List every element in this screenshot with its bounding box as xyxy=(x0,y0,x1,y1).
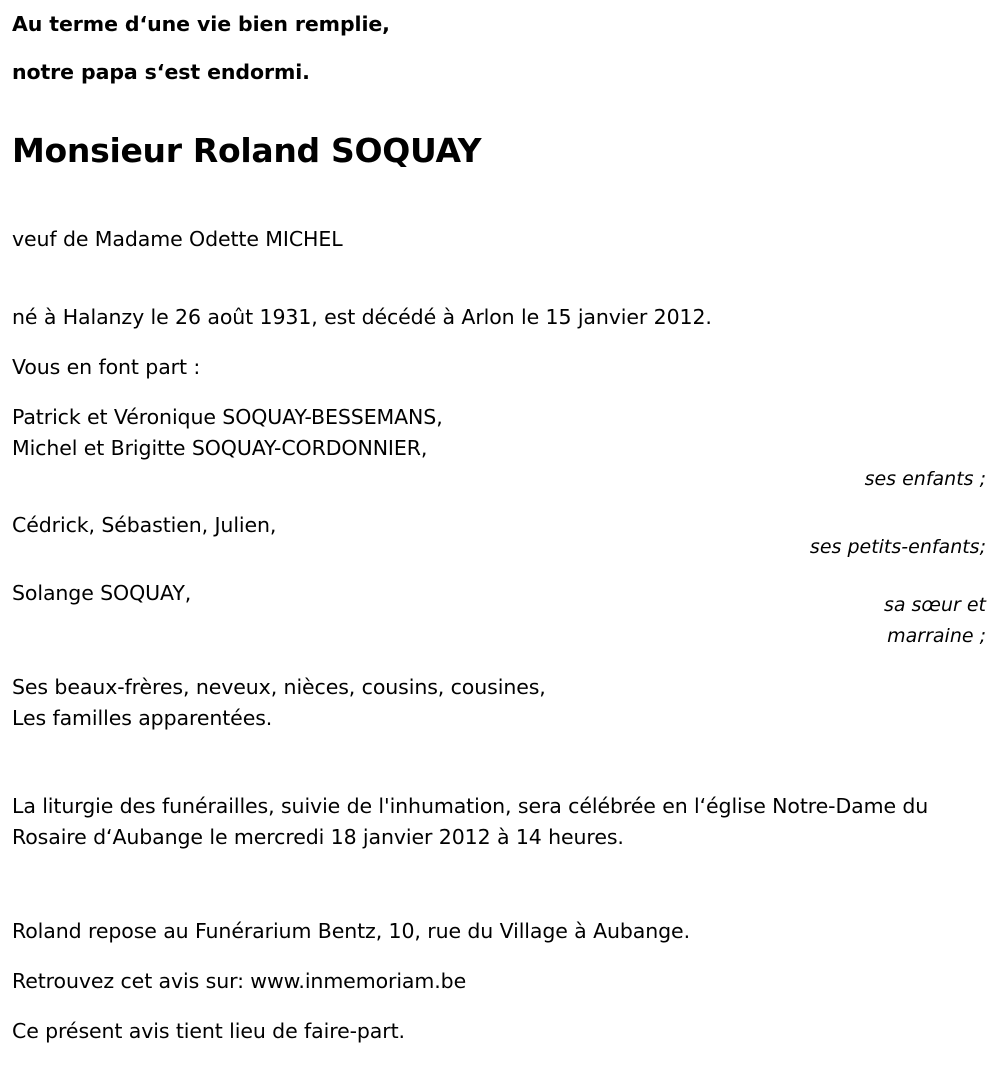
relation-label-sister xyxy=(12,590,988,652)
service-paragraph: La liturgie des funérailles, suivie de l'inhumation, sera célébrée en l‘église Notre-Dame du Rosaire d‘Aubange le mercredi 18 janvier 2012 à 14 heures. xyxy=(12,794,929,849)
extended-family-block xyxy=(12,672,546,734)
survivor-name: Michel et Brigitte SOQUAY-CORDONNIER, xyxy=(12,436,428,460)
intro-line-1: Au terme d‘une vie bien remplie, xyxy=(12,12,390,36)
faire-part-line: Ce présent avis tient lieu de faire-part. xyxy=(12,1019,405,1043)
survivor-name: Cédrick, Sébastien, Julien, xyxy=(12,513,277,537)
relation-label-sister-line-1: sa sœur et xyxy=(883,594,986,616)
extended-family-line: Les familles apparentées. xyxy=(12,706,273,730)
birth-death-line: né à Halanzy le 26 août 1931, est décédé à Arlon le 15 janvier 2012. xyxy=(12,305,712,329)
relation-label-grandchildren: ses petits-enfants; xyxy=(809,536,986,558)
intro-line-2: notre papa s‘est endormi. xyxy=(12,60,310,84)
survivor-name: Solange SOQUAY, xyxy=(12,581,192,605)
website-line: Retrouvez cet avis sur: www.inmemoriam.be xyxy=(12,969,467,993)
repose-location-line: Roland repose au Funérarium Bentz, 10, rue du Village à Aubange. xyxy=(12,919,690,943)
extended-family-line: Ses beaux-frères, neveux, nièces, cousins, cousines, xyxy=(12,675,546,699)
announce-lead-in: Vous en font part : xyxy=(12,355,201,379)
survivor-name: Patrick et Véronique SOQUAY-BESSEMANS, xyxy=(12,405,443,429)
deceased-name: Monsieur Roland SOQUAY xyxy=(12,131,482,170)
spouse-line: veuf de Madame Odette MICHEL xyxy=(12,227,343,251)
survivor-group-children xyxy=(12,402,988,464)
relation-label-children: ses enfants ; xyxy=(864,468,986,490)
relation-label-sister-line-2: marraine ; xyxy=(887,625,986,647)
